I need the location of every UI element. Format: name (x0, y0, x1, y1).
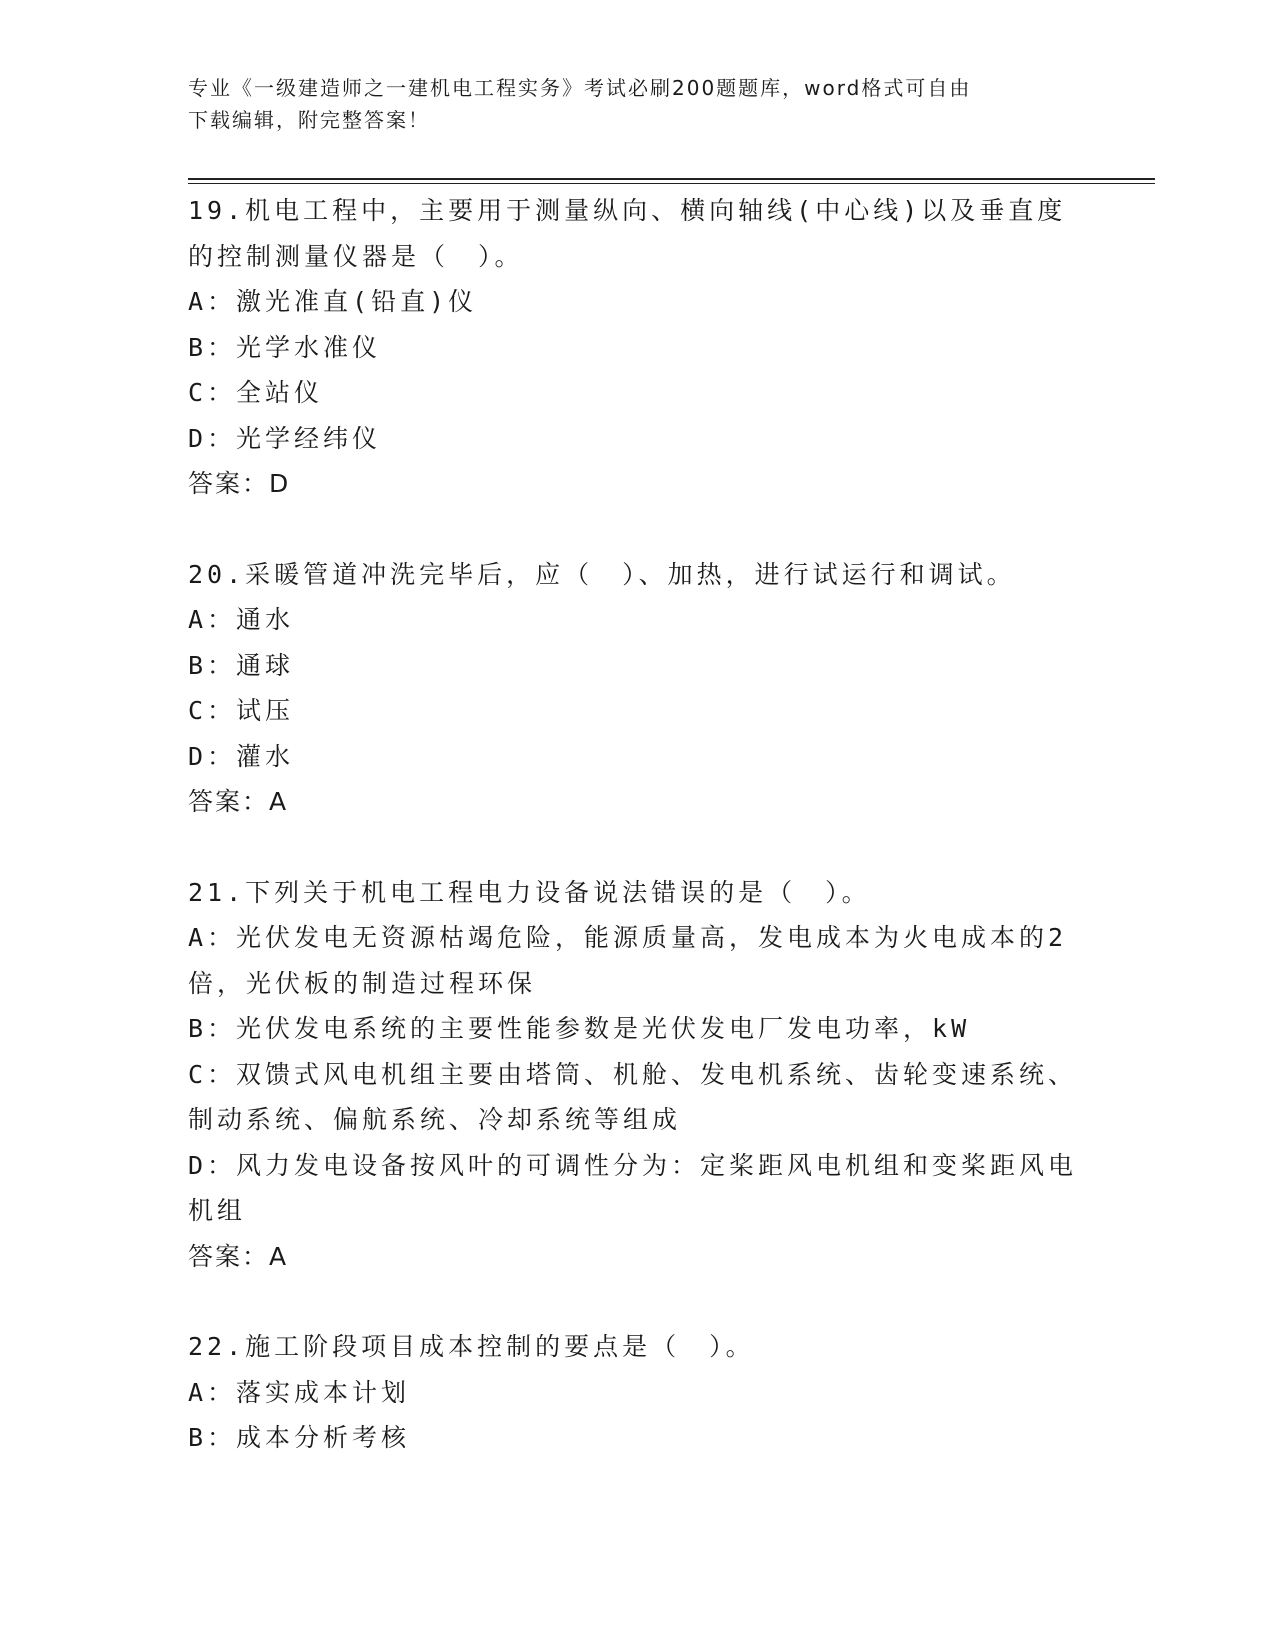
option-c: C：试压 (188, 696, 295, 725)
option-b: B：光伏发电系统的主要性能参数是光伏发电厂发电功率，kW (188, 1014, 971, 1043)
question-stem: 21.下列关于机电工程电力设备说法错误的是（ ）。 (188, 877, 871, 907)
question-list (188, 188, 1078, 1506)
question-21 (188, 870, 1078, 1280)
header-divider-thin (188, 183, 1155, 184)
question-20 (188, 552, 1078, 825)
question-stem: 20.采暖管道冲洗完毕后，应（ ）、加热，进行试运行和调试。 (188, 559, 1016, 589)
option-c: C：双馈式风电机组主要由塔筒、机舱、发电机系统、齿轮变速系统、制动系统、偏航系统、冷却系统等组成 (188, 1059, 1078, 1134)
option-a: A：光伏发电无资源枯竭危险，能源质量高，发电成本为火电成本的2倍，光伏板的制造过程环保 (188, 923, 1068, 998)
option-a: A：激光准直(铅直)仪 (188, 287, 478, 316)
header-line-1: 专业《一级建造师之一建机电工程实务》考试必刷200题题库，word格式可自由 (188, 76, 972, 100)
option-b: B：通球 (188, 650, 295, 680)
question-stem: 19.机电工程中，主要用于测量纵向、横向轴线(中心线)以及垂直度的控制测量仪器是（ ）。 (188, 196, 1067, 271)
option-d: D：光学经纬仪 (188, 423, 382, 453)
option-c: C：全站仪 (188, 378, 324, 407)
option-a: A：落实成本计划 (188, 1377, 411, 1407)
option-a: A：通水 (188, 605, 295, 634)
option-d: D：灌水 (188, 741, 295, 771)
option-b: B：光学水准仪 (188, 332, 382, 362)
answer: 答案：A (188, 1241, 289, 1271)
header-divider-thick (188, 178, 1155, 180)
header-line-2: 下载编辑，附完整答案！ (188, 108, 430, 132)
question-22 (188, 1324, 1078, 1461)
answer: 答案：A (188, 787, 289, 816)
question-stem: 22.施工阶段项目成本控制的要点是（ ）。 (188, 1332, 755, 1361)
option-b: B：成本分析考核 (188, 1423, 411, 1452)
document-header (188, 72, 1068, 136)
answer: 答案：D (188, 469, 291, 498)
question-19 (188, 188, 1078, 507)
option-d: D：风力发电设备按风叶的可调性分为：定桨距风电机组和变桨距风电机组 (188, 1150, 1078, 1225)
